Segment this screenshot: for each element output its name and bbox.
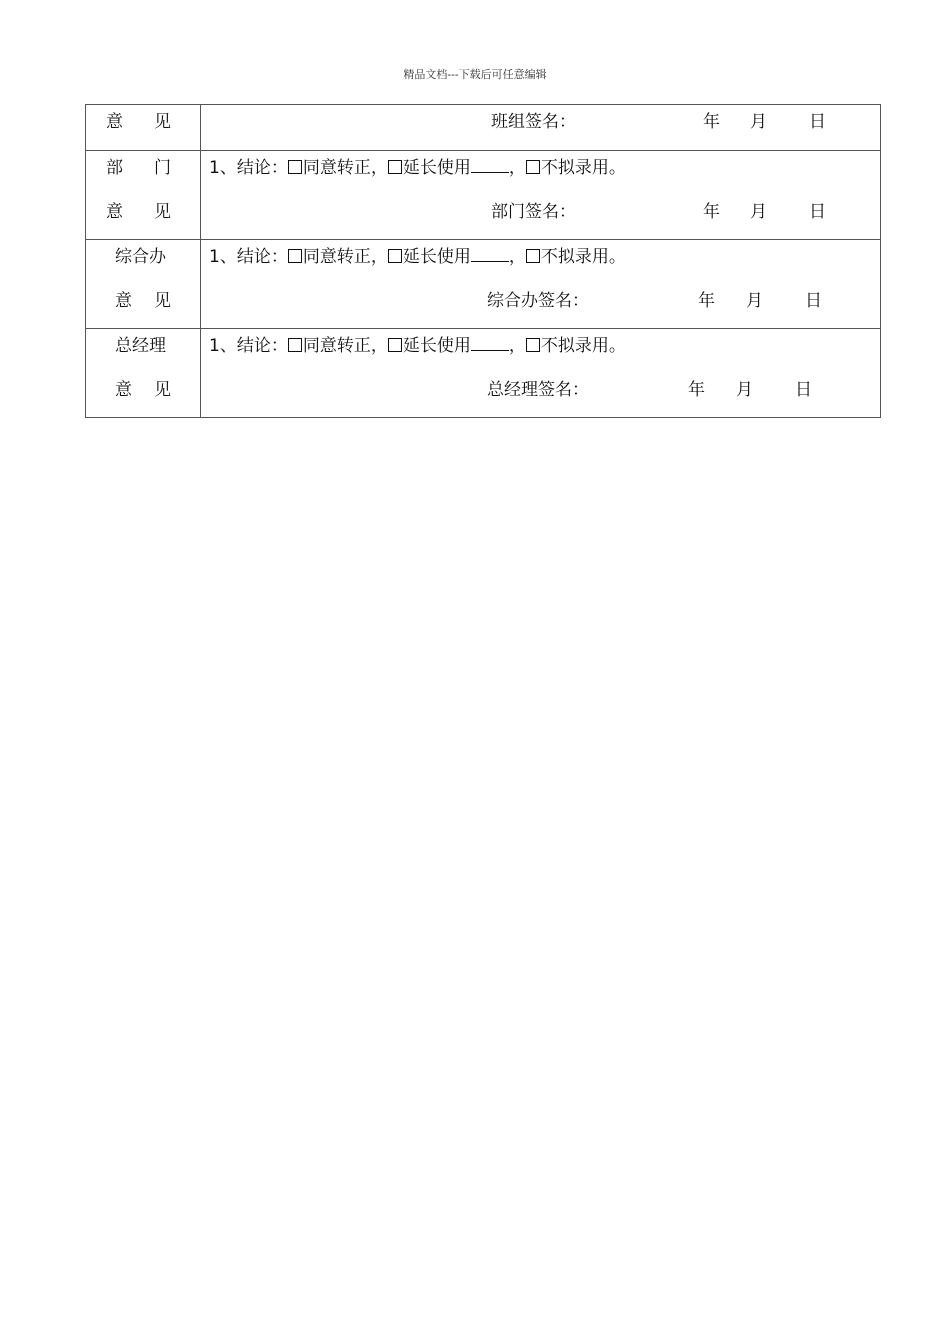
decision-line bbox=[209, 242, 626, 267]
date-month: 月 bbox=[750, 112, 767, 132]
row-label-general-office bbox=[86, 240, 201, 329]
checkbox-approve[interactable] bbox=[288, 160, 302, 174]
option-extend: 延长使用 bbox=[402, 336, 471, 356]
option-approve: 同意转正， bbox=[302, 247, 388, 267]
label-text: 综合办 bbox=[115, 247, 166, 267]
checkbox-approve[interactable] bbox=[288, 249, 302, 263]
option-extend: 延长使用 bbox=[402, 247, 471, 267]
option-separator: ， bbox=[508, 247, 526, 267]
row-label-general-manager bbox=[86, 329, 201, 418]
checkbox-extend[interactable] bbox=[388, 338, 402, 352]
date-year: 年 bbox=[703, 112, 720, 132]
option-reject: 不拟录用。 bbox=[540, 158, 626, 178]
date-month: 月 bbox=[746, 291, 763, 311]
label-char: 见 bbox=[154, 112, 171, 132]
table-row-department bbox=[86, 151, 881, 240]
decision-line bbox=[209, 153, 626, 178]
table-row-team bbox=[86, 105, 881, 151]
review-table bbox=[85, 104, 881, 418]
row-content-general-office bbox=[201, 240, 881, 329]
date-year: 年 bbox=[703, 202, 720, 222]
option-separator: ， bbox=[508, 158, 526, 178]
date-day: 日 bbox=[809, 112, 826, 132]
extend-period-blank[interactable] bbox=[471, 158, 509, 173]
date-day: 日 bbox=[795, 380, 812, 400]
row-label-team bbox=[86, 105, 201, 151]
signature-label: 综合办签名： bbox=[487, 291, 589, 311]
row-label-department bbox=[86, 151, 201, 240]
date-year: 年 bbox=[698, 291, 715, 311]
date-month: 月 bbox=[736, 380, 753, 400]
decision-prefix: 1、结论： bbox=[209, 158, 288, 178]
checkbox-approve[interactable] bbox=[288, 338, 302, 352]
date-day: 日 bbox=[809, 202, 826, 222]
label-char: 见 bbox=[154, 380, 171, 400]
page-header: 精品文档---下载后可任意编辑 bbox=[403, 68, 547, 81]
option-extend: 延长使用 bbox=[402, 158, 471, 178]
label-char: 意 bbox=[115, 380, 132, 400]
checkbox-reject[interactable] bbox=[526, 160, 540, 174]
option-separator: ， bbox=[508, 336, 526, 356]
label-char: 见 bbox=[154, 202, 171, 222]
label-char: 门 bbox=[154, 158, 171, 178]
option-reject: 不拟录用。 bbox=[540, 247, 626, 267]
signature-label: 总经理签名： bbox=[487, 380, 589, 400]
label-char: 意 bbox=[106, 202, 123, 222]
option-approve: 同意转正， bbox=[302, 158, 388, 178]
checkbox-extend[interactable] bbox=[388, 249, 402, 263]
extend-period-blank[interactable] bbox=[471, 247, 509, 262]
checkbox-extend[interactable] bbox=[388, 160, 402, 174]
row-content-department bbox=[201, 151, 881, 240]
label-text: 总经理 bbox=[115, 336, 166, 356]
extend-period-blank[interactable] bbox=[471, 336, 509, 351]
label-char: 意 bbox=[106, 112, 123, 132]
date-day: 日 bbox=[805, 291, 822, 311]
option-approve: 同意转正， bbox=[302, 336, 388, 356]
table-row-general-office bbox=[86, 240, 881, 329]
signature-label: 部门签名： bbox=[491, 202, 576, 222]
row-content-team bbox=[201, 105, 881, 151]
signature-label: 班组签名： bbox=[491, 112, 576, 132]
row-content-general-manager bbox=[201, 329, 881, 418]
decision-prefix: 1、结论： bbox=[209, 336, 288, 356]
checkbox-reject[interactable] bbox=[526, 249, 540, 263]
label-char: 见 bbox=[154, 291, 171, 311]
table-row-general-manager bbox=[86, 329, 881, 418]
label-char: 意 bbox=[115, 291, 132, 311]
date-month: 月 bbox=[750, 202, 767, 222]
date-year: 年 bbox=[688, 380, 705, 400]
option-reject: 不拟录用。 bbox=[540, 336, 626, 356]
decision-prefix: 1、结论： bbox=[209, 247, 288, 267]
decision-line bbox=[209, 331, 626, 356]
label-char: 部 bbox=[106, 158, 123, 178]
checkbox-reject[interactable] bbox=[526, 338, 540, 352]
